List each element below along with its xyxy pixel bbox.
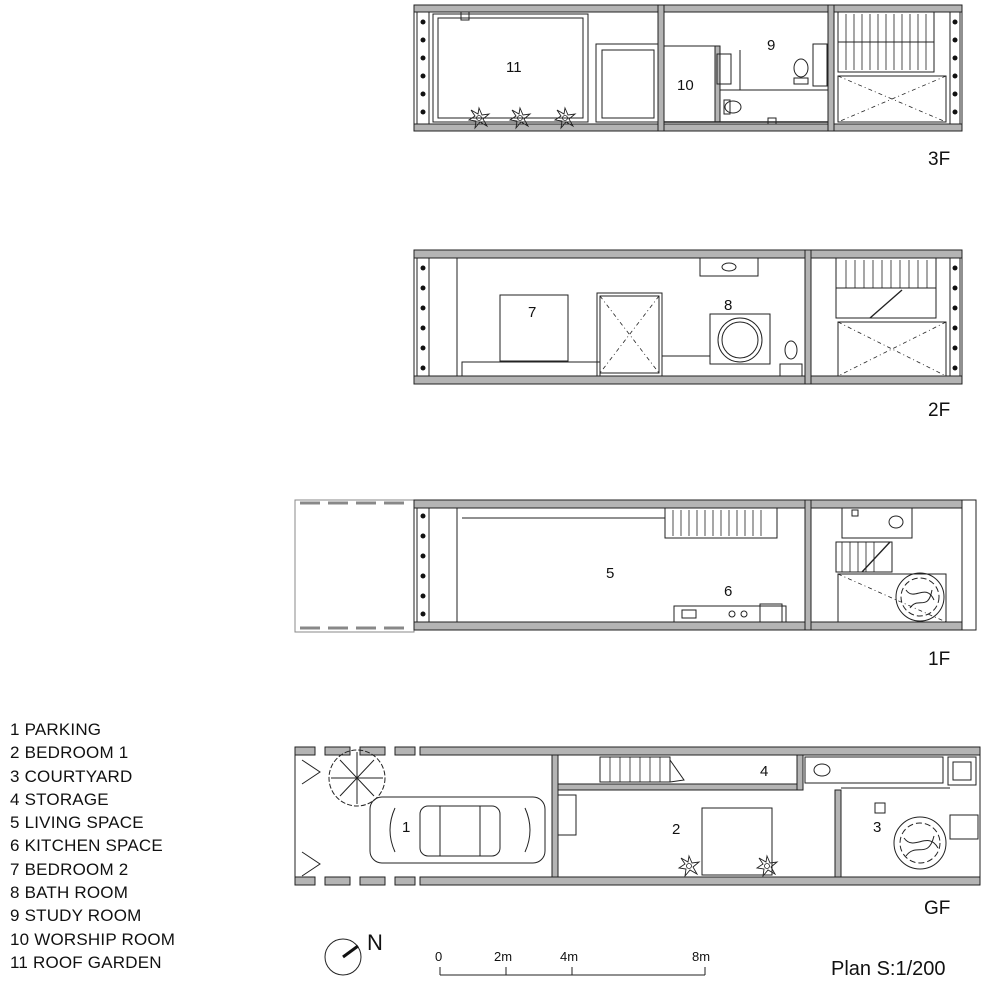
floor-1f-plan	[295, 500, 976, 632]
legend-item: 10 WORSHIP ROOM	[10, 929, 176, 949]
floor-gf-plan	[295, 747, 980, 885]
scale-tick-0: 0	[435, 949, 443, 964]
scale-tick-4m: 4m	[560, 949, 579, 964]
north-label: N	[367, 930, 383, 955]
floor-label-1f: 1F	[928, 649, 951, 670]
room-label-3: 3	[873, 819, 882, 836]
room-label-2: 2	[672, 821, 681, 838]
room-label-11: 11	[506, 59, 522, 76]
scale-tick-8m: 8m	[692, 949, 711, 964]
floor-3f-plan	[414, 5, 962, 131]
scale-tick-2m: 2m	[494, 949, 513, 964]
legend-item: 5 LIVING SPACE	[10, 813, 144, 833]
legend-item: 7 BEDROOM 2	[10, 859, 129, 879]
room-label-10: 10	[677, 77, 694, 94]
north-arrow-icon	[325, 939, 361, 975]
room-label-1: 1	[402, 819, 411, 836]
floor-label-gf: GF	[924, 898, 951, 919]
legend-item: 1 PARKING	[10, 720, 102, 739]
plan-scale-label: Plan S:1/200	[831, 958, 946, 980]
scale-bar	[440, 967, 705, 975]
room-label-6: 6	[724, 583, 733, 600]
floor-label-2f: 2F	[928, 400, 951, 421]
legend-item: 9 STUDY ROOM	[10, 906, 142, 926]
floor-label-3f: 3F	[928, 149, 951, 170]
room-label-4: 4	[760, 763, 769, 780]
room-label-9: 9	[767, 37, 776, 54]
legend-item: 8 BATH ROOM	[10, 883, 129, 903]
room-label-8: 8	[724, 297, 733, 314]
room-label-7: 7	[528, 304, 537, 321]
legend-item: 3 COURTYARD	[10, 766, 133, 786]
legend-item: 6 KITCHEN SPACE	[10, 836, 163, 856]
legend-item: 2 BEDROOM 1	[10, 743, 129, 763]
legend-item: 4 STORAGE	[10, 789, 109, 809]
legend-item: 11 ROOF GARDEN	[10, 952, 162, 972]
room-legend	[10, 718, 175, 974]
room-label-5: 5	[606, 565, 615, 582]
floor-2f-plan	[414, 250, 962, 384]
